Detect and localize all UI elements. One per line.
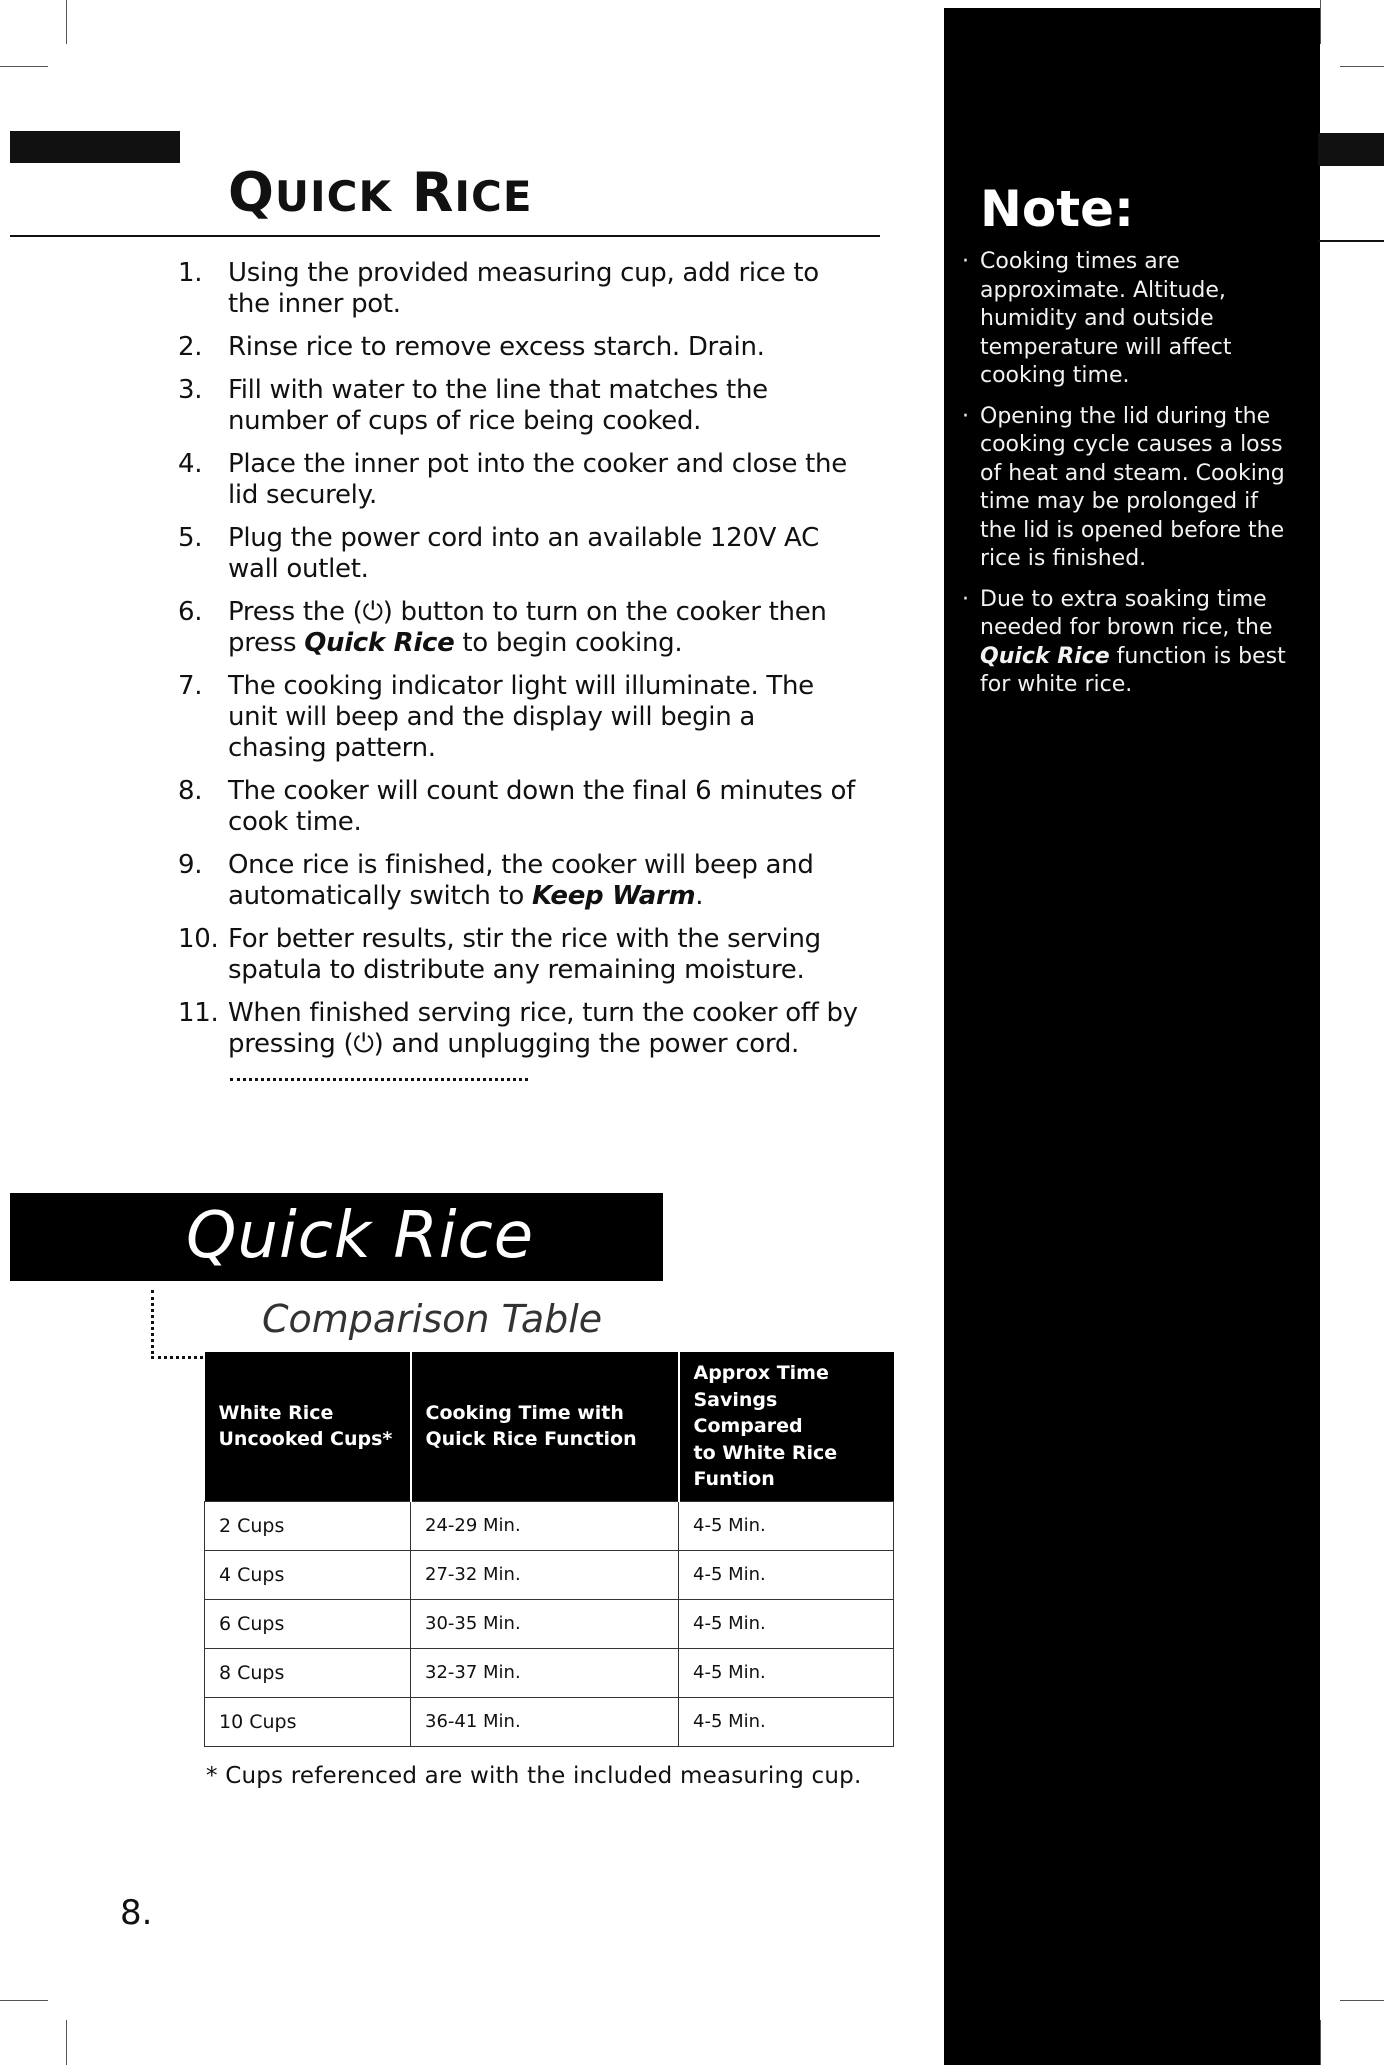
keep-warm-emphasis: Keep Warm [531,881,696,911]
crop-mark [1340,66,1384,67]
list-item: 1. Using the provided measuring cup, add rice to the inner pot. [178,258,819,319]
comparison-table [204,1352,894,1747]
note-list [960,248,1300,712]
column-header: White Rice Uncooked Cups* [205,1352,411,1501]
crop-mark [66,0,67,44]
table-row [205,1697,894,1746]
table-cell: 4-5 Min. [679,1648,894,1697]
table-cell: 24-29 Min. [411,1501,679,1550]
table-cell: 8 Cups [205,1648,411,1697]
column-header: Cooking Time with Quick Rice Function [411,1352,679,1501]
table-cell: 4-5 Min. [679,1599,894,1648]
list-item: · Opening the lid during the cooking cycle causes a loss of heat and steam. Cooking time may be prolonged if the lid is opened before the rice is finished. [962,403,1285,571]
crop-mark [66,2020,67,2065]
column-header: Approx Time Savings Compared to White Rice Funtion [679,1352,894,1501]
note-title: Note: [980,180,1135,238]
table-cell: 6 Cups [205,1599,411,1648]
table-header-row [205,1352,894,1501]
crop-mark [0,66,48,67]
page-number: 8. [120,1893,153,1933]
instruction-steps [170,258,860,1072]
table-cell: 4-5 Min. [679,1550,894,1599]
table-cell: 4 Cups [205,1550,411,1599]
table-row [205,1648,894,1697]
list-item: 8. The cooker will count down the final 6 minutes of cook time. [178,776,855,837]
list-item: 4. Place the inner pot into the cooker and close the lid securely. [178,449,847,510]
crop-mark [1340,2000,1384,2001]
title-rule [1318,240,1384,242]
list-item: 6. Press the (⏻) button to turn on the cooker then press Quick Rice to begin cooking. [178,597,827,658]
table-cell: 32-37 Min. [411,1648,679,1697]
crop-mark [0,2000,48,2001]
table-footnote: * Cups referenced are with the included measuring cup. [206,1763,862,1789]
list-item: · Due to extra soaking time needed for brown rice, the Quick Rice function is best for white rice. [962,586,1286,697]
list-item: 9. Once rice is finished, the cooker will beep and automatically switch to Keep Warm. [178,850,814,911]
quick-rice-emphasis: Quick Rice [304,628,455,658]
dotted-bracket [151,1356,203,1359]
table-cell: 2 Cups [205,1501,411,1550]
list-item: 2. Rinse rice to remove excess starch. Drain. [178,332,765,362]
section-tab-bar [10,131,180,163]
dotted-divider [230,1078,528,1081]
list-item: 10. For better results, stir the rice with the serving spatula to distribute any remaining moisture. [178,924,821,985]
table-row [205,1550,894,1599]
dotted-bracket [151,1290,154,1354]
crop-mark [1320,0,1321,44]
table-row [205,1501,894,1550]
list-item: 7. The cooking indicator light will illuminate. The unit will beep and the display will begin a chasing pattern. [178,671,814,763]
list-item: 3. Fill with water to the line that matches the number of cups of rice being cooked. [178,375,768,436]
quick-rice-emphasis: Quick Rice [980,643,1110,669]
title-rule [10,235,880,237]
note-panel [944,8,1320,2065]
table-cell: 30-35 Min. [411,1599,679,1648]
banner-title: Quick Rice [186,1199,535,1273]
list-item: 11. When finished serving rice, turn the cooker off by pressing (⏻) and unplugging the power cord. [178,998,858,1059]
table-row [205,1599,894,1648]
list-item: · Cooking times are approximate. Altitude, humidity and outside temperature will affect cooking time. [962,249,1232,388]
table-cell: 36-41 Min. [411,1697,679,1746]
crop-mark [1320,2020,1321,2065]
table-cell: 27-32 Min. [411,1550,679,1599]
table-cell: 10 Cups [205,1697,411,1746]
table-cell: 4-5 Min. [679,1697,894,1746]
list-item: 5. Plug the power cord into an available 120V AC wall outlet. [178,523,819,584]
page-title: QUICK RICE [228,161,533,224]
section-tab-bar [1318,133,1384,166]
table-cell: 4-5 Min. [679,1501,894,1550]
table-subtitle: Comparison Table [262,1297,603,1341]
